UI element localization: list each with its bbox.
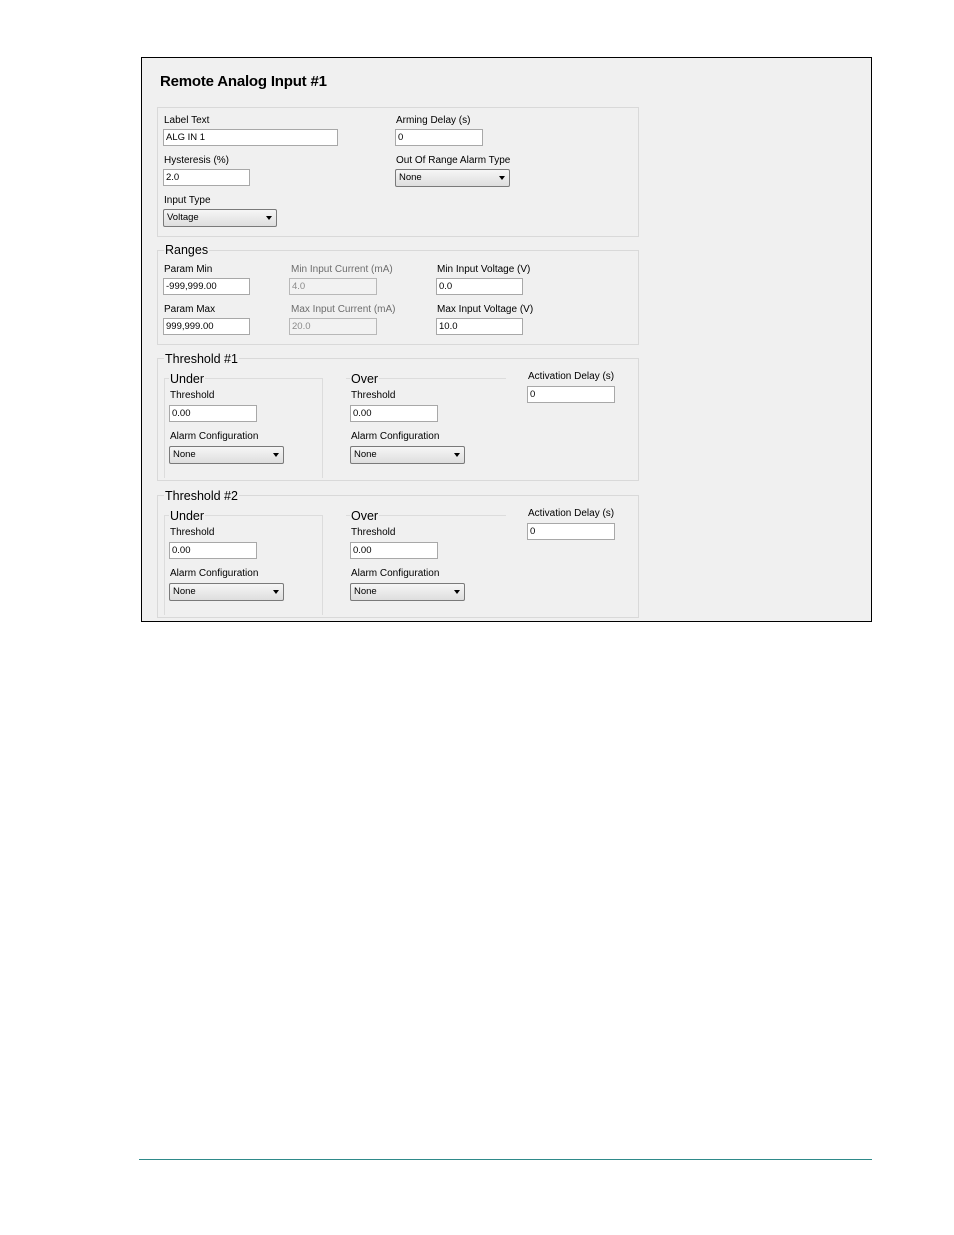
out-of-range-alarm-type-label: Out Of Range Alarm Type xyxy=(396,155,511,166)
max-input-current-label: Max Input Current (mA) xyxy=(291,304,396,315)
threshold-1-legend: Threshold #1 xyxy=(165,352,238,366)
min-input-current-input: 4.0 xyxy=(289,278,377,295)
threshold-1-over-legend: Over xyxy=(351,372,379,386)
threshold-1-over-alarm-label: Alarm Configuration xyxy=(351,431,440,442)
ranges-legend: Ranges xyxy=(165,243,209,257)
input-type-label: Input Type xyxy=(164,195,211,206)
threshold-1-over-alarm-value: None xyxy=(354,449,377,460)
threshold-2-over-alarm-label: Alarm Configuration xyxy=(351,568,440,579)
chevron-down-icon xyxy=(273,590,279,594)
threshold-2-under-threshold-input[interactable]: 0.00 xyxy=(169,542,257,559)
threshold-2-legend: Threshold #2 xyxy=(165,489,238,503)
threshold-1-under-group xyxy=(164,372,323,478)
threshold-1-over-alarm-select[interactable] xyxy=(350,446,465,464)
threshold-2-over-legend: Over xyxy=(351,509,379,523)
chevron-down-icon xyxy=(499,176,505,180)
threshold-2-under-alarm-select[interactable] xyxy=(169,583,284,601)
threshold-1-under-alarm-select[interactable] xyxy=(169,446,284,464)
remote-analog-input-panel xyxy=(141,57,872,622)
max-input-voltage-input[interactable]: 10.0 xyxy=(436,318,523,335)
arming-delay-label: Arming Delay (s) xyxy=(396,115,471,126)
chevron-down-icon xyxy=(273,453,279,457)
footer-divider xyxy=(139,1159,872,1160)
label-text-label: Label Text xyxy=(164,115,210,126)
threshold-2-activation-delay-label: Activation Delay (s) xyxy=(528,508,615,519)
max-input-current-input: 20.0 xyxy=(289,318,377,335)
threshold-1-under-legend: Under xyxy=(170,372,205,386)
label-text-input[interactable]: ALG IN 1 xyxy=(163,129,338,146)
threshold-2-over-alarm-value: None xyxy=(354,586,377,597)
threshold-1-activation-delay-label: Activation Delay (s) xyxy=(528,371,615,382)
threshold-1-group xyxy=(157,352,639,481)
chevron-down-icon xyxy=(454,590,460,594)
threshold-2-over-threshold-input[interactable]: 0.00 xyxy=(350,542,438,559)
min-input-voltage-input[interactable]: 0.0 xyxy=(436,278,523,295)
min-input-voltage-label: Min Input Voltage (V) xyxy=(437,264,531,275)
general-settings-group xyxy=(157,107,639,237)
threshold-2-under-legend: Under xyxy=(170,509,205,523)
ranges-group xyxy=(157,243,639,345)
param-max-label: Param Max xyxy=(164,304,216,315)
chevron-down-icon xyxy=(266,216,272,220)
threshold-2-activation-delay-input[interactable]: 0 xyxy=(527,523,615,540)
max-input-voltage-label: Max Input Voltage (V) xyxy=(437,304,534,315)
threshold-1-over-threshold-label: Threshold xyxy=(351,390,396,401)
input-type-value: Voltage xyxy=(167,212,199,223)
input-type-select[interactable] xyxy=(163,209,277,227)
param-min-input[interactable]: -999,999.00 xyxy=(163,278,250,295)
threshold-2-group xyxy=(157,489,639,618)
threshold-1-over-threshold-input[interactable]: 0.00 xyxy=(350,405,438,422)
chevron-down-icon xyxy=(454,453,460,457)
threshold-1-activation-delay-input[interactable]: 0 xyxy=(527,386,615,403)
hysteresis-label: Hysteresis (%) xyxy=(164,155,230,166)
param-max-input[interactable]: 999,999.00 xyxy=(163,318,250,335)
threshold-2-over-threshold-label: Threshold xyxy=(351,527,396,538)
threshold-2-over-alarm-select[interactable] xyxy=(350,583,465,601)
arming-delay-input[interactable]: 0 xyxy=(395,129,483,146)
hysteresis-input[interactable]: 2.0 xyxy=(163,169,250,186)
threshold-2-under-group xyxy=(164,509,323,615)
threshold-1-under-alarm-label: Alarm Configuration xyxy=(170,431,259,442)
threshold-2-over-group xyxy=(346,509,506,615)
page-title: Remote Analog Input #1 xyxy=(160,73,327,90)
threshold-2-under-alarm-label: Alarm Configuration xyxy=(170,568,259,579)
param-min-label: Param Min xyxy=(164,264,213,275)
min-input-current-label: Min Input Current (mA) xyxy=(291,264,393,275)
threshold-1-under-threshold-label: Threshold xyxy=(170,390,215,401)
threshold-1-under-alarm-value: None xyxy=(173,449,196,460)
threshold-1-under-threshold-input[interactable]: 0.00 xyxy=(169,405,257,422)
threshold-1-over-group xyxy=(346,372,506,478)
out-of-range-alarm-type-select[interactable] xyxy=(395,169,510,187)
threshold-2-under-threshold-label: Threshold xyxy=(170,527,215,538)
threshold-2-under-alarm-value: None xyxy=(173,586,196,597)
out-of-range-alarm-type-value: None xyxy=(399,172,422,183)
